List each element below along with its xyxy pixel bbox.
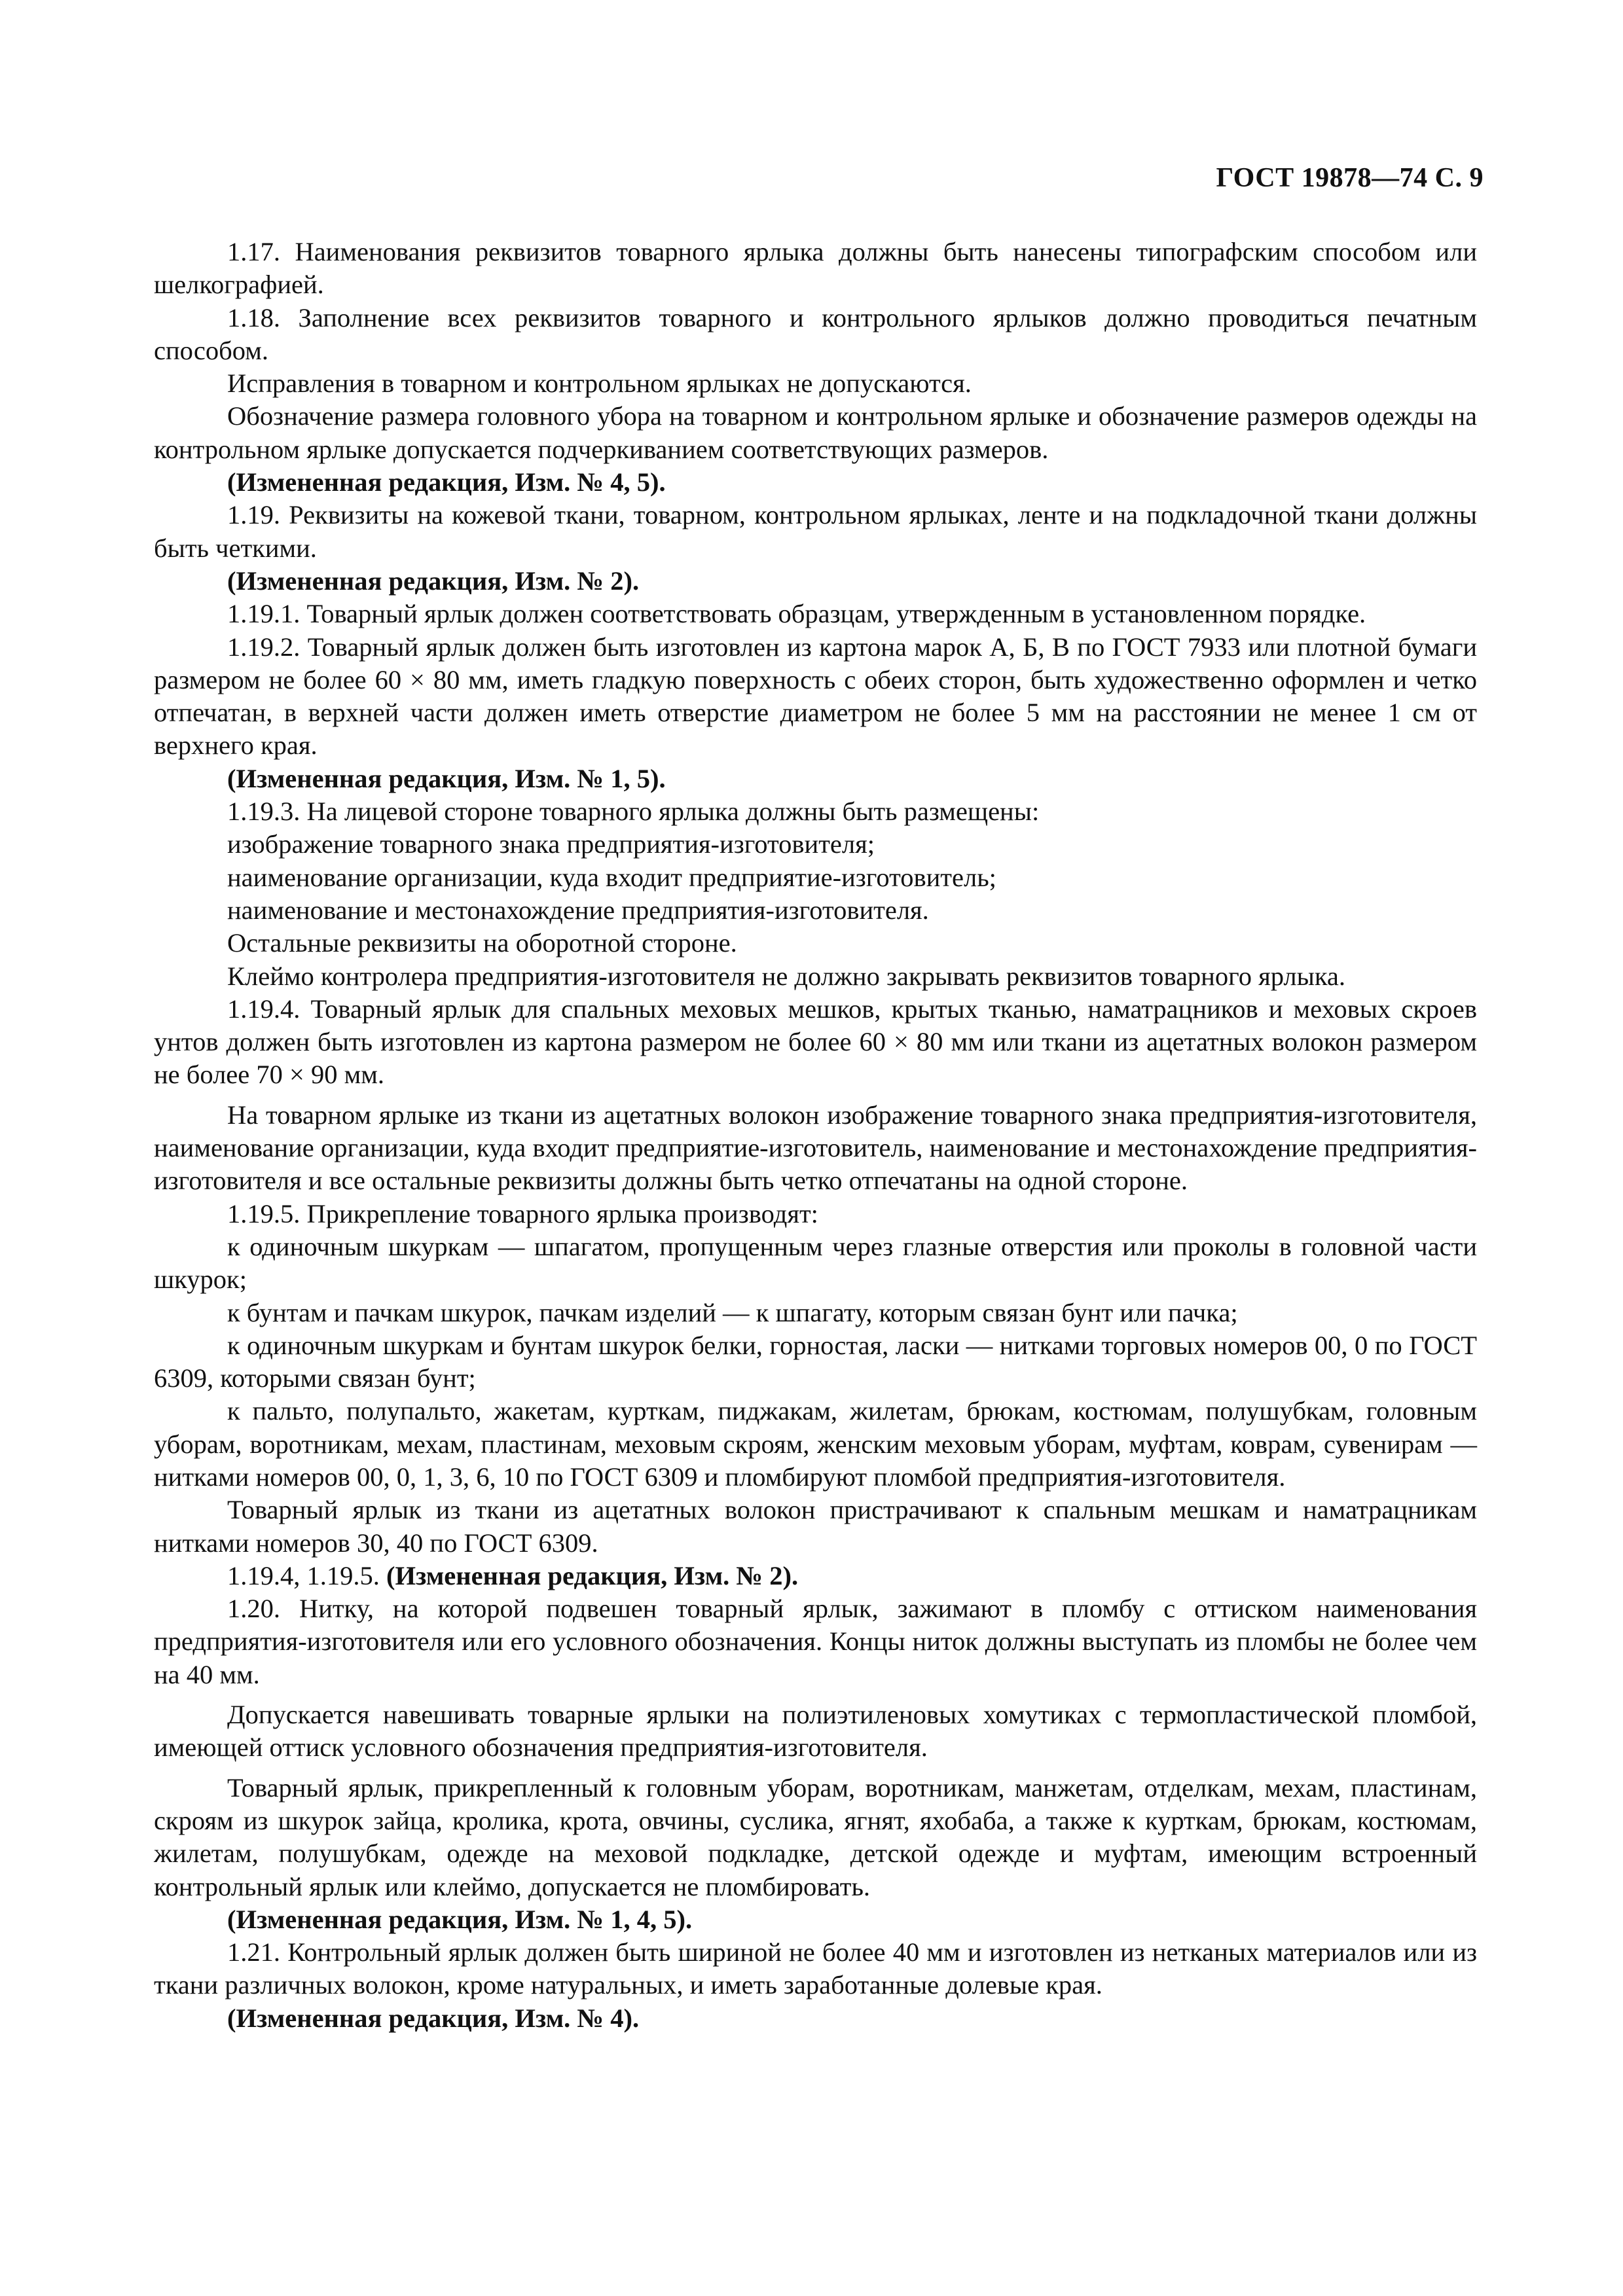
list-item: к одиночным шкуркам — шпагатом, пропущенным через глазные отверстия или проколы в головной части шкурок;	[154, 1231, 1477, 1295]
document-body	[154, 236, 1477, 2035]
list-item: наименование организации, куда входит предприятие-изготовитель;	[227, 862, 996, 892]
amendment-note: (Измененная редакция, Изм. № 1, 4, 5).	[227, 1904, 693, 1934]
paragraph-corrections: Исправления в товарном и контрольном ярлыках не допускаются.	[227, 368, 972, 399]
list-item: к одиночным шкуркам и бунтам шкурок белки, горностая, ласки — нитками торговых номеров 00, 0 по ГОСТ 6309, которыми связан бунт;	[154, 1330, 1477, 1393]
paragraph-1-18: 1.18. Заполнение всех реквизитов товарного и контрольного ярлыков должно проводиться печатным способом.	[154, 302, 1477, 365]
paragraph-1-19-2: 1.19.2. Товарный ярлык должен быть изготовлен из картона марок А, Б, В по ГОСТ 7933 или плотной бумаги размером не более 60 × 80 мм, иметь гладкую поверхность с обеих сторон, быть художественно оформлен и четко отпечатан, в верхней части должен иметь отверстие диаметром не более 5 мм на расстоянии не менее 1 см от верхнего края.	[154, 632, 1477, 761]
paragraph-size-marking: Обозначение размера головного убора на товарном и контрольном ярлыке и обозначение размеров одежды на контрольном ярлыке допускается подчеркиванием соответствующих размеров.	[154, 401, 1477, 464]
amendment-note: (Измененная редакция, Изм. № 4).	[227, 2003, 640, 2033]
paragraph-1-19: 1.19. Реквизиты на кожевой ткани, товарном, контрольном ярлыках, ленте и на подкладочной ткани должны быть четкими.	[154, 500, 1477, 563]
paragraph-stamp: Клеймо контролера предприятия-изготовителя не должно закрывать реквизитов товарного ярлыка.	[227, 961, 1346, 991]
list-item: наименование и местонахождение предприятия-изготовителя.	[227, 895, 929, 925]
paragraph-1-20: 1.20. Нитку, на которой подвешен товарный ярлык, зажимают в пломбу с оттиском наименования предприятия-изготовителя или его условного обозначения. Концы ниток должны выступать из пломбы не более чем на 40 мм.	[154, 1594, 1477, 1689]
amendment-note: (Измененная редакция, Изм. № 2).	[227, 565, 640, 596]
paragraph-acetate-label: На товарном ярлыке из ткани из ацетатных волокон изображение товарного знака предприятия-изготовителя, наименование организации, куда входит предприятие-изготовитель, наименование и местонахождение предприятия-изготовителя и все остальные реквизиты должны быть четко отпечатаны на одной стороне.	[154, 1100, 1477, 1196]
amendment-note: 1.19.4, 1.19.5. (Измененная редакция, Изм. № 2).	[227, 1560, 799, 1590]
list-item: к пальто, полупальто, жакетам, курткам, пиджакам, жилетам, брюкам, костюмам, полушубкам, головным уборам, воротникам, мехам, пластинам, меховым скроям, женским меховым уборам, муфтам, коврам, сувенирам — нитками номеров 00, 0, 1, 3, 6, 10 по ГОСТ 6309 и пломбируют пломбой предприятия-изготовителя.	[154, 1396, 1477, 1492]
list-item: к бунтам и пачкам шкурок, пачкам изделий — к шпагату, которым связан бунт или пачка;	[227, 1297, 1238, 1327]
list-item: изображение товарного знака предприятия-изготовителя;	[227, 829, 875, 859]
page-header: ГОСТ 19878—74 С. 9	[1216, 163, 1484, 193]
paragraph-no-seal: Товарный ярлык, прикрепленный к головным уборам, воротникам, манжетам, отделкам, мехам, пластинам, скроям из шкурок зайца, кролика, крота, овчины, суслика, ягнят, яхобаба, а также к курткам, брюкам, костюмам, жилетам, полушубкам, одежде на меховой подкладке, детской одежде и муфтам, имеющим встроенный контрольный ярлык или клеймо, допускается не пломбировать.	[154, 1772, 1477, 1901]
amendment-note: (Измененная редакция, Изм. № 4, 5).	[227, 467, 666, 497]
paragraph-reverse-side: Остальные реквизиты на оборотной стороне.	[227, 928, 737, 958]
paragraph-1-19-4: 1.19.4. Товарный ярлык для спальных меховых мешков, крытых тканью, наматрацников и меховых скроев унтов должен быть изготовлен из картона размером не более 60 × 80 мм или ткани из ацетатных волокон размером не более 70 × 90 мм.	[154, 994, 1477, 1090]
paragraph-1-19-5: 1.19.5. Прикрепление товарного ярлыка производят:	[227, 1198, 818, 1229]
paragraph-1-19-1: 1.19.1. Товарный ярлык должен соответствовать образцам, утвержденным в установленном порядке.	[227, 599, 1366, 629]
paragraph-1-21: 1.21. Контрольный ярлык должен быть шириной не более 40 мм и изготовлен из нетканых материалов или из ткани различных волокон, кроме натуральных, и иметь заработанные долевые края.	[154, 1937, 1477, 2000]
amendment-note: (Измененная редакция, Изм. № 1, 5).	[227, 763, 666, 793]
paragraph-1-17: 1.17. Наименования реквизитов товарного ярлыка должны быть нанесены типографским способом или шелкографией.	[154, 237, 1477, 300]
paragraph-1-19-3: 1.19.3. На лицевой стороне товарного ярлыка должны быть размещены:	[227, 797, 1040, 827]
paragraph-polyethylene-clamps: Допускается навешивать товарные ярлыки на полиэтиленовых хомутиках с термопластической пломбой, имеющей оттиск условного обозначения предприятия-изготовителя.	[154, 1700, 1477, 1763]
paragraph-stitching: Товарный ярлык из ткани из ацетатных волокон пристрачивают к спальным мешкам и наматрацникам нитками номеров 30, 40 по ГОСТ 6309.	[154, 1495, 1477, 1558]
